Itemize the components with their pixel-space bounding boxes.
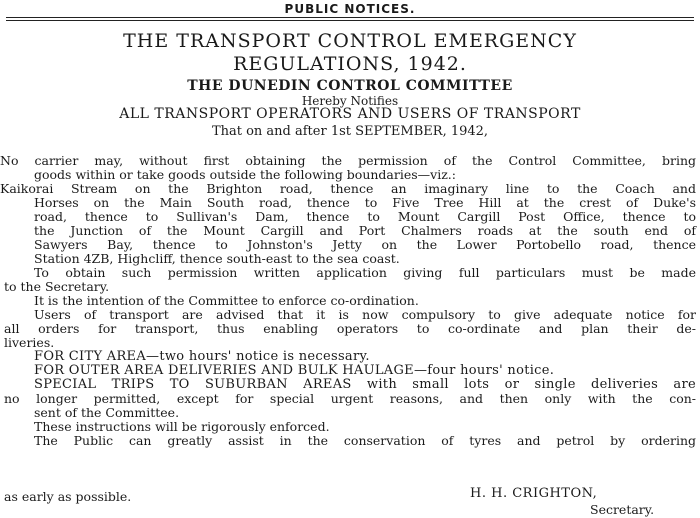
body-line: road, thence to Sullivan's Dam, thence to Mount Cargill Post Office, thence to	[34, 210, 696, 224]
addressees-line: ALL TRANSPORT OPERATORS AND USERS OF TRANSPORT	[119, 106, 581, 122]
body-line: Kaikorai Stream on the Brighton road, thence an imaginary line to the Coach and	[0, 182, 696, 196]
body-line: to the Secretary.	[4, 280, 110, 294]
committee-name: THE DUNEDIN CONTROL COMMITTEE	[187, 78, 513, 94]
body-line: These instructions will be rigorously enforced.	[34, 420, 330, 434]
body-line: no longer permitted, except for special urgent reasons, and then only with the con-	[4, 392, 696, 406]
notice-title-line-2: REGULATIONS, 1942.	[233, 53, 467, 75]
header-rule	[6, 17, 694, 18]
signature-title: Secretary.	[590, 502, 655, 517]
body-line: Station 4ZB, Highcliff, thence south-east to the sea coast.	[34, 252, 400, 266]
signature-name: H. H. CRIGHTON,	[470, 486, 598, 501]
section-header: PUBLIC NOTICES.	[284, 2, 416, 16]
body-line: sent of the Committee.	[34, 406, 180, 420]
body-line: Users of transport are advised that it is now compulsory to give adequate notice for	[34, 308, 696, 322]
notice-title-line-1: THE TRANSPORT CONTROL EMERGENCY	[123, 30, 577, 52]
notifies-line: Hereby Notifies	[301, 94, 399, 108]
body-line: No carrier may, without first obtaining the permission of the Control Committee, bring	[0, 154, 696, 168]
body-line: SPECIAL TRIPS TO SUBURBAN AREAS with small lots or single deliveries are	[34, 378, 696, 392]
body-line: liveries.	[4, 336, 55, 350]
body-line: goods within or take goods outside the following boundaries—viz.:	[34, 168, 456, 182]
body-line: Sawyers Bay, thence to Johnston's Jetty on the Lower Portobello road, thence	[34, 238, 696, 252]
body-line: FOR OUTER AREA DELIVERIES AND BULK HAULAGE—four hours' notice.	[34, 364, 555, 378]
body-line: It is the intention of the Committee to enforce co-ordination.	[34, 294, 419, 308]
body-line: FOR CITY AREA—two hours' notice is necessary.	[34, 350, 370, 364]
body-line: the Junction of the Mount Cargill and Port Chalmers roads at the south end of	[34, 224, 696, 238]
body-line: all orders for transport, thus enabling operators to co-ordinate and plan their de-	[4, 322, 696, 336]
body-last-line: as early as possible.	[4, 489, 132, 504]
body-line: Horses on the Main South road, thence to Five Tree Hill at the crest of Duke's	[34, 196, 696, 210]
body-line: The Public can greatly assist in the conservation of tyres and petrol by ordering	[34, 434, 696, 448]
effective-date-line: That on and after 1st SEPTEMBER, 1942,	[211, 124, 489, 139]
body-line: To obtain such permission written application giving full particulars must be made	[34, 266, 696, 280]
header-rule-double	[6, 20, 694, 21]
